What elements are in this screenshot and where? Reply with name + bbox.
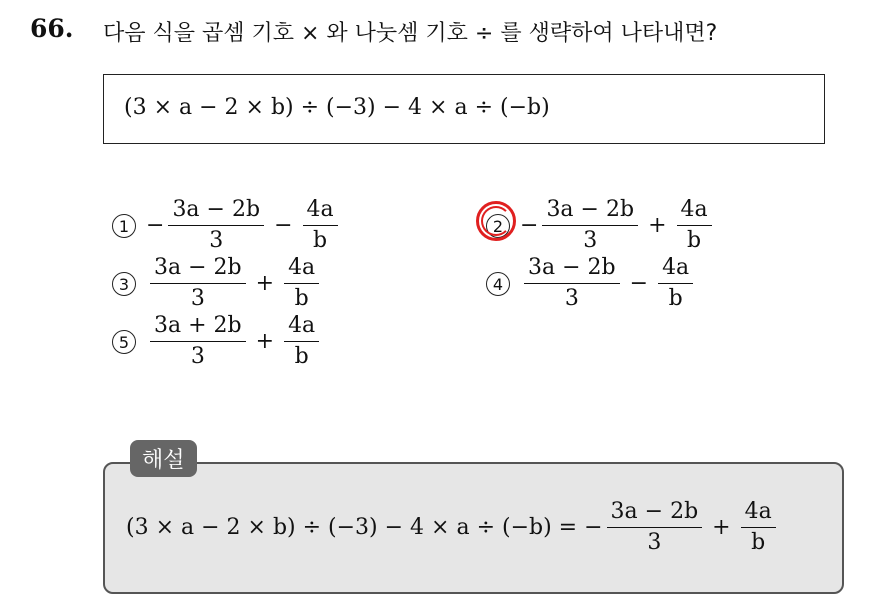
fraction [677,196,712,255]
choice-number: 2 [486,214,510,238]
denominator: 3 [564,286,579,311]
choice-1[interactable] [112,196,342,255]
fraction [303,196,338,255]
fraction [658,254,693,313]
denominator: b [668,286,683,311]
numerator: 3a − 2b [542,196,638,226]
numerator: 4a [284,312,319,342]
numerator: 4a [677,196,712,226]
operator: + [712,515,731,540]
denominator: 3 [647,530,662,555]
solution-label: 해설 [130,440,197,477]
numerator: 3a − 2b [524,254,620,284]
denominator: b [294,286,309,311]
denominator: b [313,228,328,253]
numerator: 4a [658,254,693,284]
answer-mark-circle-inner [481,206,511,236]
fraction [168,196,264,255]
question-number: 66. [30,14,74,43]
solution-expression [126,498,780,557]
choice-2[interactable] [486,196,716,255]
numerator: 3a − 2b [168,196,264,226]
solution-lhs: (3 × a − 2 × b) ÷ (−3) − 4 × a ÷ (−b) = − [126,515,603,540]
given-expression: (3 × a − 2 × b) ÷ (−3) − 4 × a ÷ (−b) [124,95,550,120]
fraction [607,498,703,557]
operator: + [255,271,275,296]
fraction [150,254,246,313]
operator: − [274,213,293,238]
denominator: 3 [190,344,205,369]
choice-number: 4 [486,272,510,296]
fraction [284,254,319,313]
fraction [741,498,776,557]
operator: + [648,213,667,238]
expression-box [103,74,825,144]
numerator: 4a [303,196,338,226]
numerator: 3a − 2b [607,498,703,528]
choice-lead-sign: − [146,213,165,238]
numerator: 3a + 2b [150,312,246,342]
choice-number: 3 [112,272,136,296]
numerator: 4a [284,254,319,284]
choice-4[interactable] [486,254,697,313]
fraction [284,312,319,371]
fraction [524,254,620,313]
choice-lead-sign: − [520,213,539,238]
numerator: 4a [741,498,776,528]
denominator: 3 [209,228,224,253]
choice-number: 1 [112,214,136,238]
denominator: b [294,344,309,369]
fraction [542,196,638,255]
denominator: b [751,530,766,555]
numerator: 3a − 2b [150,254,246,284]
denominator: b [687,228,702,253]
fraction [150,312,246,371]
operator: + [255,329,275,354]
operator: − [629,271,649,296]
choice-number: 5 [112,330,136,354]
denominator: 3 [583,228,598,253]
denominator: 3 [190,286,205,311]
choice-3[interactable] [112,254,323,313]
choice-5[interactable] [112,312,323,371]
question-text: 다음 식을 곱셈 기호 × 와 나눗셈 기호 ÷ 를 생략하여 나타내면? [103,21,718,46]
